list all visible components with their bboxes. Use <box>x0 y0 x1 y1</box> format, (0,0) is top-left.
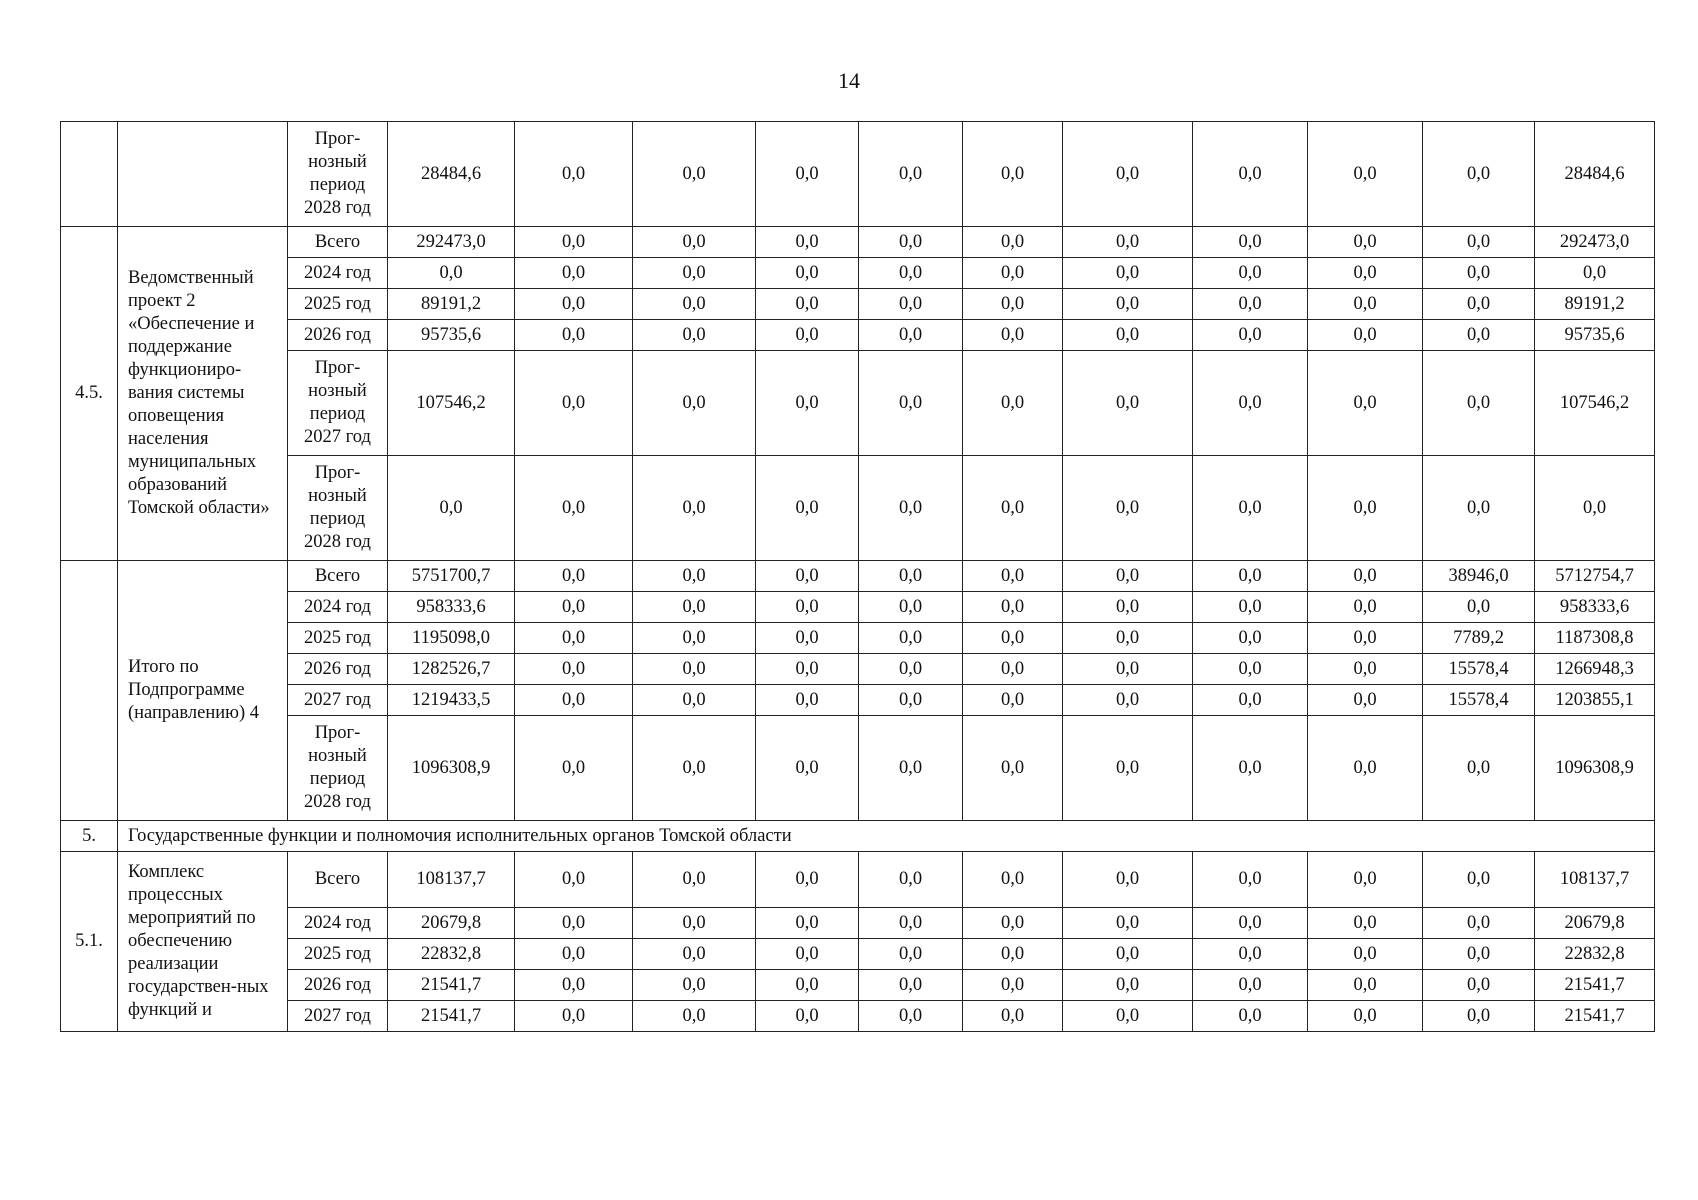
value-cell: 0,0 <box>1063 623 1193 654</box>
period-cell: Прог- нозный период 2027 год <box>288 351 388 456</box>
row-number: 4.5. <box>61 227 118 561</box>
value-cell: 0,0 <box>756 592 859 623</box>
value-cell: 21541,7 <box>388 970 515 1001</box>
value-cell: 21541,7 <box>1535 970 1655 1001</box>
value-cell: 0,0 <box>1063 351 1193 456</box>
value-cell: 0,0 <box>633 908 756 939</box>
table-row <box>61 227 1655 258</box>
value-cell: 0,0 <box>515 351 633 456</box>
period-cell: 2027 год <box>288 1001 388 1032</box>
value-cell: 1187308,8 <box>1535 623 1655 654</box>
value-cell: 0,0 <box>515 852 633 908</box>
value-cell: 0,0 <box>963 716 1063 821</box>
value-cell: 0,0 <box>515 592 633 623</box>
value-cell: 0,0 <box>1423 351 1535 456</box>
value-cell: 0,0 <box>756 852 859 908</box>
value-cell: 0,0 <box>859 908 963 939</box>
value-cell: 0,0 <box>1193 456 1308 561</box>
value-cell: 0,0 <box>515 122 633 227</box>
value-cell: 0,0 <box>963 456 1063 561</box>
period-cell: Всего <box>288 227 388 258</box>
table-row <box>61 654 1655 685</box>
value-cell: 1282526,7 <box>388 654 515 685</box>
value-cell: 0,0 <box>515 456 633 561</box>
value-cell: 0,0 <box>388 258 515 289</box>
period-cell: Прог- нозный период 2028 год <box>288 456 388 561</box>
period-cell: 2025 год <box>288 623 388 654</box>
value-cell: 22832,8 <box>388 939 515 970</box>
table-row <box>61 351 1655 456</box>
table-row <box>61 1001 1655 1032</box>
value-cell: 38946,0 <box>1423 561 1535 592</box>
value-cell: 0,0 <box>1423 320 1535 351</box>
value-cell: 1096308,9 <box>1535 716 1655 821</box>
value-cell: 0,0 <box>963 852 1063 908</box>
period-cell: 2026 год <box>288 320 388 351</box>
value-cell: 0,0 <box>1193 685 1308 716</box>
value-cell: 0,0 <box>1308 258 1423 289</box>
table-row <box>61 456 1655 561</box>
value-cell: 0,0 <box>633 716 756 821</box>
value-cell: 0,0 <box>633 351 756 456</box>
value-cell: 0,0 <box>633 320 756 351</box>
value-cell: 0,0 <box>1308 1001 1423 1032</box>
value-cell: 107546,2 <box>1535 351 1655 456</box>
table-row <box>61 623 1655 654</box>
period-cell: 2026 год <box>288 970 388 1001</box>
value-cell: 0,0 <box>1423 227 1535 258</box>
value-cell: 0,0 <box>1423 852 1535 908</box>
value-cell: 0,0 <box>1193 592 1308 623</box>
budget-table-body <box>61 122 1655 1032</box>
section-number: 5. <box>61 821 118 852</box>
value-cell: 0,0 <box>859 654 963 685</box>
value-cell: 0,0 <box>1063 258 1193 289</box>
value-cell: 0,0 <box>1423 258 1535 289</box>
table-row <box>61 592 1655 623</box>
period-cell: Прог- нозный период 2028 год <box>288 716 388 821</box>
value-cell: 0,0 <box>1423 1001 1535 1032</box>
value-cell: 28484,6 <box>388 122 515 227</box>
value-cell: 1096308,9 <box>388 716 515 821</box>
value-cell: 0,0 <box>515 908 633 939</box>
value-cell: 0,0 <box>1308 122 1423 227</box>
value-cell: 0,0 <box>963 289 1063 320</box>
value-cell: 0,0 <box>1308 939 1423 970</box>
value-cell: 0,0 <box>1423 716 1535 821</box>
period-cell: 2024 год <box>288 258 388 289</box>
measure-name: Ведомственный проект 2 «Обеспечение и поддержание функциониро-вания системы оповещения населения муниципальных образований Томской области» <box>118 227 288 561</box>
row-number <box>61 561 118 821</box>
period-cell: Всего <box>288 561 388 592</box>
value-cell: 0,0 <box>1308 227 1423 258</box>
value-cell: 0,0 <box>1423 289 1535 320</box>
value-cell: 0,0 <box>1535 456 1655 561</box>
value-cell: 0,0 <box>859 320 963 351</box>
table-row <box>61 939 1655 970</box>
value-cell: 0,0 <box>756 227 859 258</box>
value-cell: 0,0 <box>963 351 1063 456</box>
value-cell: 0,0 <box>1535 258 1655 289</box>
value-cell: 0,0 <box>515 1001 633 1032</box>
value-cell: 0,0 <box>859 939 963 970</box>
value-cell: 0,0 <box>859 1001 963 1032</box>
value-cell: 0,0 <box>756 351 859 456</box>
period-cell: Всего <box>288 852 388 908</box>
value-cell: 958333,6 <box>1535 592 1655 623</box>
value-cell: 0,0 <box>963 623 1063 654</box>
table-row <box>61 258 1655 289</box>
value-cell: 20679,8 <box>1535 908 1655 939</box>
value-cell: 108137,7 <box>1535 852 1655 908</box>
value-cell: 7789,2 <box>1423 623 1535 654</box>
value-cell: 0,0 <box>963 908 1063 939</box>
value-cell: 0,0 <box>756 561 859 592</box>
value-cell: 0,0 <box>1063 122 1193 227</box>
value-cell: 0,0 <box>1193 939 1308 970</box>
value-cell: 0,0 <box>1063 1001 1193 1032</box>
value-cell: 0,0 <box>859 258 963 289</box>
value-cell: 95735,6 <box>388 320 515 351</box>
value-cell: 0,0 <box>859 623 963 654</box>
value-cell: 0,0 <box>1193 122 1308 227</box>
table-row <box>61 908 1655 939</box>
table-row <box>61 685 1655 716</box>
value-cell: 0,0 <box>1193 908 1308 939</box>
value-cell: 21541,7 <box>388 1001 515 1032</box>
period-cell: 2025 год <box>288 289 388 320</box>
value-cell: 0,0 <box>1193 561 1308 592</box>
value-cell: 0,0 <box>1063 289 1193 320</box>
value-cell: 958333,6 <box>388 592 515 623</box>
value-cell: 0,0 <box>633 227 756 258</box>
value-cell: 0,0 <box>756 970 859 1001</box>
value-cell: 0,0 <box>1193 289 1308 320</box>
value-cell: 0,0 <box>515 970 633 1001</box>
value-cell: 0,0 <box>1423 456 1535 561</box>
value-cell: 0,0 <box>756 122 859 227</box>
value-cell: 0,0 <box>1308 623 1423 654</box>
value-cell: 0,0 <box>388 456 515 561</box>
value-cell: 0,0 <box>1308 320 1423 351</box>
value-cell: 0,0 <box>859 227 963 258</box>
value-cell: 15578,4 <box>1423 654 1535 685</box>
value-cell: 1195098,0 <box>388 623 515 654</box>
value-cell: 0,0 <box>1193 852 1308 908</box>
value-cell: 0,0 <box>515 227 633 258</box>
value-cell: 15578,4 <box>1423 685 1535 716</box>
period-cell: 2024 год <box>288 908 388 939</box>
value-cell: 0,0 <box>756 623 859 654</box>
value-cell: 0,0 <box>963 970 1063 1001</box>
table-row <box>61 320 1655 351</box>
value-cell: 0,0 <box>633 1001 756 1032</box>
value-cell: 0,0 <box>633 456 756 561</box>
value-cell: 0,0 <box>963 592 1063 623</box>
value-cell: 0,0 <box>1063 716 1193 821</box>
value-cell: 0,0 <box>756 939 859 970</box>
value-cell: 0,0 <box>633 654 756 685</box>
table-row <box>61 122 1655 227</box>
value-cell: 107546,2 <box>388 351 515 456</box>
section-row <box>61 821 1655 852</box>
table-row <box>61 716 1655 821</box>
period-cell: 2025 год <box>288 939 388 970</box>
value-cell: 0,0 <box>1308 716 1423 821</box>
value-cell: 0,0 <box>515 939 633 970</box>
value-cell: 0,0 <box>1308 908 1423 939</box>
value-cell: 0,0 <box>633 685 756 716</box>
value-cell: 0,0 <box>963 939 1063 970</box>
measure-name <box>118 122 288 227</box>
value-cell: 0,0 <box>756 908 859 939</box>
value-cell: 0,0 <box>963 654 1063 685</box>
value-cell: 0,0 <box>1308 592 1423 623</box>
value-cell: 0,0 <box>1423 939 1535 970</box>
value-cell: 0,0 <box>859 561 963 592</box>
value-cell: 89191,2 <box>1535 289 1655 320</box>
value-cell: 0,0 <box>756 289 859 320</box>
value-cell: 0,0 <box>515 623 633 654</box>
value-cell: 0,0 <box>1063 227 1193 258</box>
value-cell: 0,0 <box>1063 908 1193 939</box>
value-cell: 0,0 <box>963 561 1063 592</box>
value-cell: 0,0 <box>1308 654 1423 685</box>
value-cell: 0,0 <box>963 685 1063 716</box>
table-row <box>61 561 1655 592</box>
value-cell: 0,0 <box>859 456 963 561</box>
value-cell: 0,0 <box>859 289 963 320</box>
value-cell: 0,0 <box>756 716 859 821</box>
value-cell: 0,0 <box>1423 122 1535 227</box>
value-cell: 0,0 <box>633 122 756 227</box>
table-row <box>61 970 1655 1001</box>
value-cell: 0,0 <box>1063 852 1193 908</box>
value-cell: 0,0 <box>633 939 756 970</box>
value-cell: 21541,7 <box>1535 1001 1655 1032</box>
value-cell: 0,0 <box>1063 561 1193 592</box>
value-cell: 0,0 <box>756 320 859 351</box>
value-cell: 0,0 <box>1308 289 1423 320</box>
value-cell: 5712754,7 <box>1535 561 1655 592</box>
value-cell: 1266948,3 <box>1535 654 1655 685</box>
value-cell: 0,0 <box>756 456 859 561</box>
value-cell: 95735,6 <box>1535 320 1655 351</box>
value-cell: 0,0 <box>633 258 756 289</box>
value-cell: 0,0 <box>859 852 963 908</box>
value-cell: 0,0 <box>1423 908 1535 939</box>
value-cell: 108137,7 <box>388 852 515 908</box>
value-cell: 0,0 <box>1193 623 1308 654</box>
value-cell: 5751700,7 <box>388 561 515 592</box>
value-cell: 292473,0 <box>388 227 515 258</box>
value-cell: 20679,8 <box>388 908 515 939</box>
value-cell: 1203855,1 <box>1535 685 1655 716</box>
value-cell: 0,0 <box>859 592 963 623</box>
measure-name: Итого по Подпрограмме (направлению) 4 <box>118 561 288 821</box>
value-cell: 0,0 <box>1193 258 1308 289</box>
value-cell: 1219433,5 <box>388 685 515 716</box>
value-cell: 0,0 <box>1063 456 1193 561</box>
value-cell: 0,0 <box>1308 852 1423 908</box>
value-cell: 0,0 <box>1193 716 1308 821</box>
value-cell: 0,0 <box>963 1001 1063 1032</box>
budget-table <box>60 121 1655 1032</box>
table-row <box>61 289 1655 320</box>
value-cell: 0,0 <box>963 122 1063 227</box>
value-cell: 0,0 <box>1063 320 1193 351</box>
value-cell: 0,0 <box>1193 1001 1308 1032</box>
value-cell: 0,0 <box>756 654 859 685</box>
value-cell: 0,0 <box>633 561 756 592</box>
value-cell: 0,0 <box>633 592 756 623</box>
value-cell: 0,0 <box>1193 351 1308 456</box>
row-number <box>61 122 118 227</box>
value-cell: 0,0 <box>515 561 633 592</box>
value-cell: 0,0 <box>1308 456 1423 561</box>
value-cell: 0,0 <box>1063 939 1193 970</box>
value-cell: 0,0 <box>859 716 963 821</box>
value-cell: 0,0 <box>963 320 1063 351</box>
value-cell: 0,0 <box>859 685 963 716</box>
value-cell: 0,0 <box>515 685 633 716</box>
value-cell: 0,0 <box>756 258 859 289</box>
value-cell: 0,0 <box>1308 970 1423 1001</box>
table-row <box>61 852 1655 908</box>
value-cell: 0,0 <box>963 227 1063 258</box>
value-cell: 0,0 <box>1423 970 1535 1001</box>
section-title: Государственные функции и полномочия исполнительных органов Томской области <box>118 821 1655 852</box>
value-cell: 0,0 <box>859 351 963 456</box>
value-cell: 0,0 <box>963 258 1063 289</box>
value-cell: 0,0 <box>859 970 963 1001</box>
value-cell: 0,0 <box>1063 685 1193 716</box>
value-cell: 0,0 <box>1308 685 1423 716</box>
value-cell: 28484,6 <box>1535 122 1655 227</box>
period-cell: 2027 год <box>288 685 388 716</box>
row-number: 5.1. <box>61 852 118 1032</box>
value-cell: 292473,0 <box>1535 227 1655 258</box>
value-cell: 0,0 <box>1193 654 1308 685</box>
period-cell: 2024 год <box>288 592 388 623</box>
value-cell: 0,0 <box>1308 561 1423 592</box>
value-cell: 22832,8 <box>1535 939 1655 970</box>
value-cell: 0,0 <box>633 623 756 654</box>
value-cell: 0,0 <box>1193 227 1308 258</box>
period-cell: 2026 год <box>288 654 388 685</box>
value-cell: 0,0 <box>1193 970 1308 1001</box>
page-number: 14 <box>838 68 860 93</box>
value-cell: 0,0 <box>633 970 756 1001</box>
value-cell: 0,0 <box>1063 654 1193 685</box>
value-cell: 0,0 <box>756 1001 859 1032</box>
measure-name: Комплекс процессных мероприятий по обеспечению реализации государствен-ных функций и <box>118 852 288 1032</box>
value-cell: 0,0 <box>633 852 756 908</box>
period-cell: Прог- нозный период 2028 год <box>288 122 388 227</box>
value-cell: 0,0 <box>515 320 633 351</box>
value-cell: 0,0 <box>633 289 756 320</box>
value-cell: 0,0 <box>515 258 633 289</box>
value-cell: 0,0 <box>515 654 633 685</box>
value-cell: 0,0 <box>1308 351 1423 456</box>
value-cell: 89191,2 <box>388 289 515 320</box>
value-cell: 0,0 <box>756 685 859 716</box>
value-cell: 0,0 <box>1063 970 1193 1001</box>
value-cell: 0,0 <box>515 289 633 320</box>
value-cell: 0,0 <box>1423 592 1535 623</box>
value-cell: 0,0 <box>1193 320 1308 351</box>
value-cell: 0,0 <box>1063 592 1193 623</box>
value-cell: 0,0 <box>515 716 633 821</box>
value-cell: 0,0 <box>859 122 963 227</box>
